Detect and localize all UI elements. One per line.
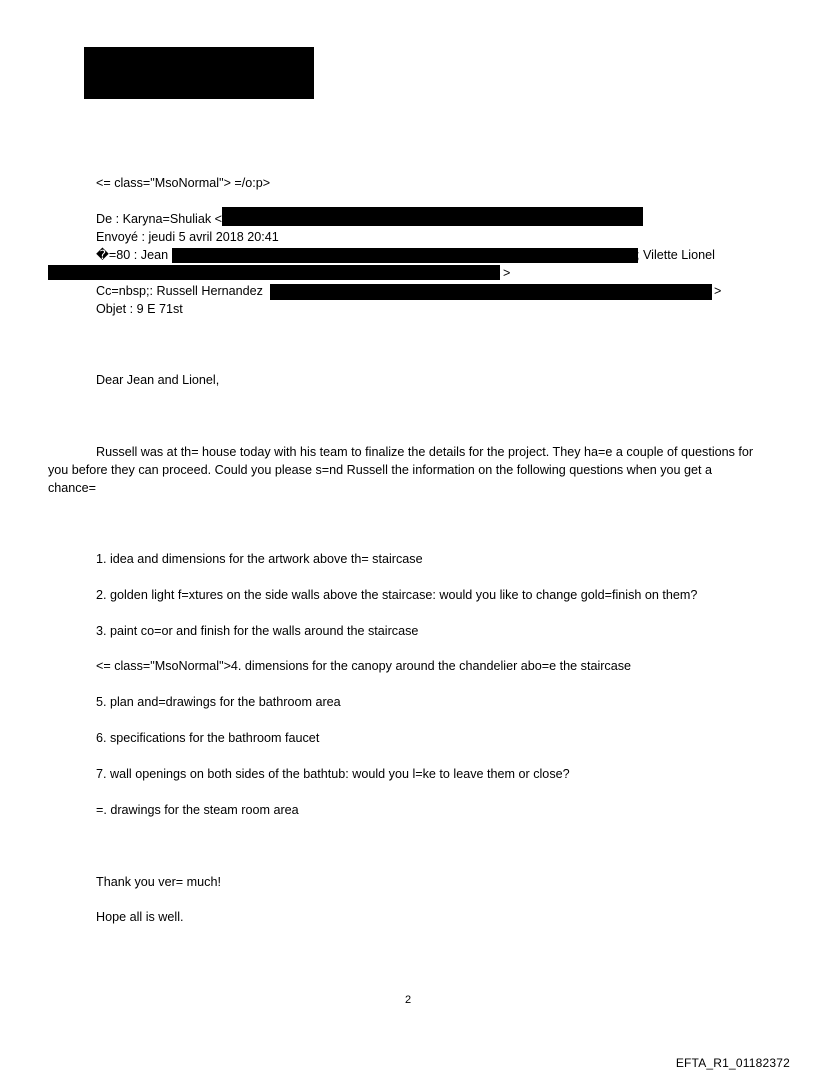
redaction-from-email: [222, 207, 643, 226]
intro-paragraph: Russell was at th= house today with his team to finalize the details for the project. They ha=e a couple of questions for you before they can proceed. Could you please s=nd Russell the information on the following questions when you get a chance=: [48, 445, 754, 495]
question-item: 3. paint co=or and finish for the walls around the staircase: [96, 624, 419, 638]
email-from: De : Karyna=Shuliak <: [96, 212, 223, 226]
closing-thanks: Thank you ver= much!: [96, 875, 221, 889]
email-subject: Objet : 9 E 71st: [96, 302, 183, 316]
email-to-close: >: [503, 266, 511, 280]
question-item: 1. idea and dimensions for the artwork above th= staircase: [96, 552, 423, 566]
question-item: 6. specifications for the bathroom faucet: [96, 731, 320, 745]
question-item: =. drawings for the steam room area: [96, 803, 299, 817]
question-item: 7. wall openings on both sides of the bathtub: would you l=ke to leave them or close?: [96, 767, 570, 781]
email-to-prefix: �=80 : Jean: [96, 248, 169, 262]
email-cc-prefix: Cc=nbsp;: Russell Hernandez: [96, 284, 263, 298]
header-fragment: <= class="MsoNormal"> =/o:p>: [96, 176, 271, 190]
email-sent: Envoyé : jeudi 5 avril 2018 20:41: [96, 230, 279, 244]
document-id: EFTA_R1_01182372: [675, 1056, 790, 1070]
redaction-cc-email: [270, 284, 712, 300]
question-item: 2. golden light f=xtures on the side walls above the staircase: would you like to change gold=finish on them?: [96, 588, 698, 602]
redaction-to-recipient-1: [172, 248, 638, 263]
question-item: <= class="MsoNormal">4. dimensions for the canopy around the chandelier abo=e the staircase: [96, 659, 632, 673]
page-number: 2: [404, 994, 412, 1006]
closing-signoff: Hope all is well.: [96, 910, 184, 924]
question-item: 5. plan and=drawings for the bathroom area: [96, 695, 341, 709]
email-to-second-name: ; Vilette Lionel: [636, 248, 715, 262]
email-cc-close: >: [714, 284, 722, 298]
greeting: Dear Jean and Lionel,: [96, 373, 220, 387]
redaction-to-recipient-2: [48, 265, 500, 280]
redaction-header-block: [84, 47, 314, 99]
